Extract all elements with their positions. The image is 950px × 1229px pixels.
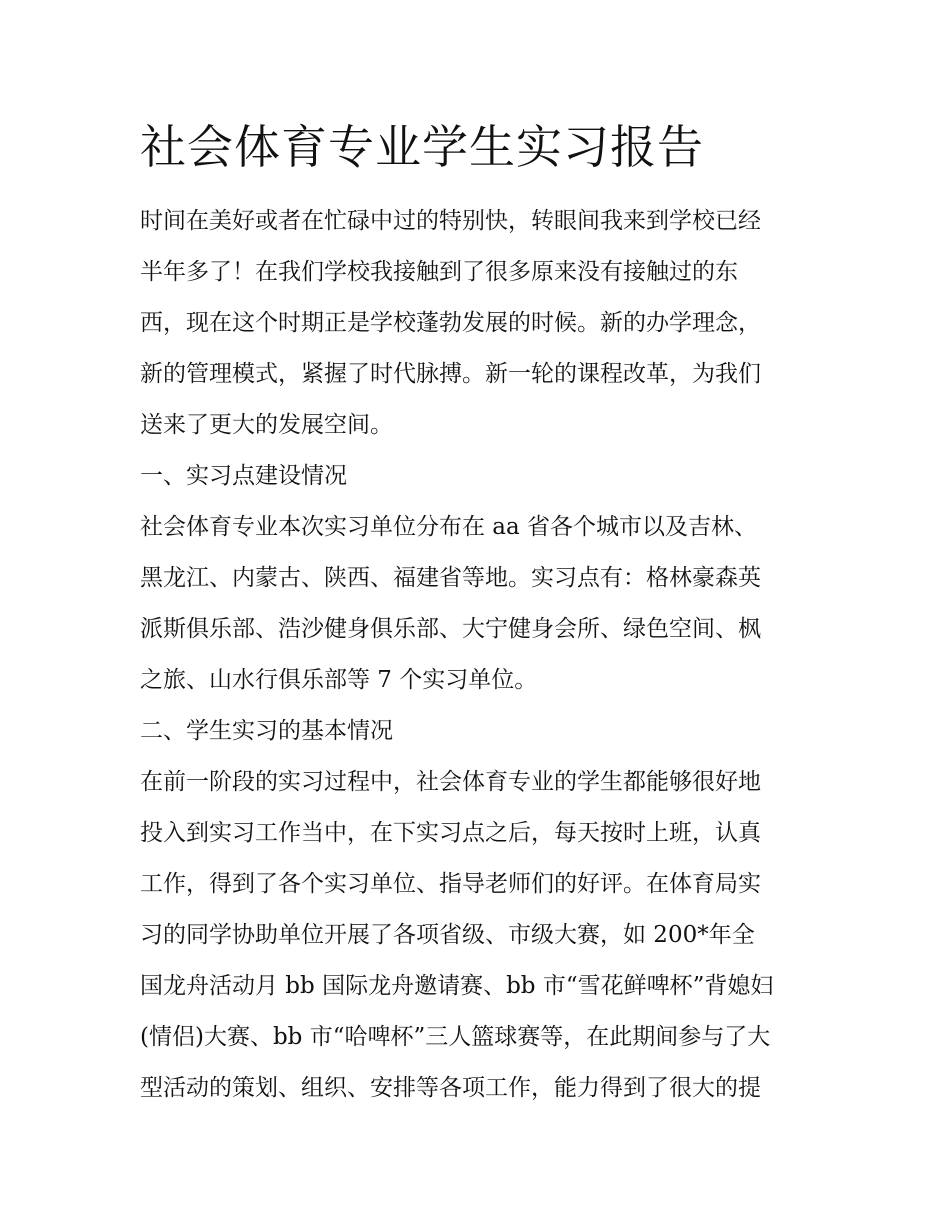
text-line: 半年多了！在我们学校我接触到了很多原来没有接触过的东 (140, 259, 738, 285)
text-line: 在前一阶段的实习过程中，社会体育专业的学生都能够很好地 (140, 769, 761, 795)
text-line: 国龙舟活动月 bb 国际龙舟邀请赛、bb 市“雪花鲜啤杯”背媳妇 (140, 973, 774, 999)
text-line: 派斯俱乐部、浩沙健身俱乐部、大宁健身会所、绿色空间、枫 (140, 616, 761, 642)
text-line: 时间在美好或者在忙碌中过的特别快，转眼间我来到学校已经 (140, 208, 761, 234)
text-line: (情侣)大赛、bb 市“哈啤杯”三人篮球赛等，在此期间参与了大 (140, 1024, 771, 1050)
text-line: 社会体育专业本次实习单位分布在 aa 省各个城市以及吉林、 (140, 514, 758, 540)
document-body (140, 196, 820, 1114)
text-line: 西，现在这个时期正是学校蓬勃发展的时候。新的办学理念， (140, 310, 761, 336)
text-line: 黑龙江、内蒙古、陕西、福建省等地。实习点有：格林豪森英 (140, 565, 761, 591)
section-heading: 一、实习点建设情况 (140, 463, 347, 489)
text-line: 工作，得到了各个实习单位、指导老师们的好评。在体育局实 (140, 871, 761, 897)
text-line: 新的管理模式，紧握了时代脉搏。新一轮的课程改革，为我们 (140, 361, 761, 387)
text-line: 投入到实习工作当中，在下实习点之后，每天按时上班，认真 (140, 820, 761, 846)
text-line: 习的同学协助单位开展了各项省级、市级大赛，如 200*年全 (140, 922, 755, 948)
text-line: 送来了更大的发展空间。 (140, 412, 393, 438)
document-title: 社会体育专业学生实习报告 (140, 120, 704, 174)
text-line: 型活动的策划、组织、安排等各项工作，能力得到了很大的提 (140, 1075, 761, 1101)
section-heading: 二、学生实习的基本情况 (140, 718, 393, 744)
text-line: 之旅、山水行俱乐部等 7 个实习单位。 (140, 667, 538, 693)
